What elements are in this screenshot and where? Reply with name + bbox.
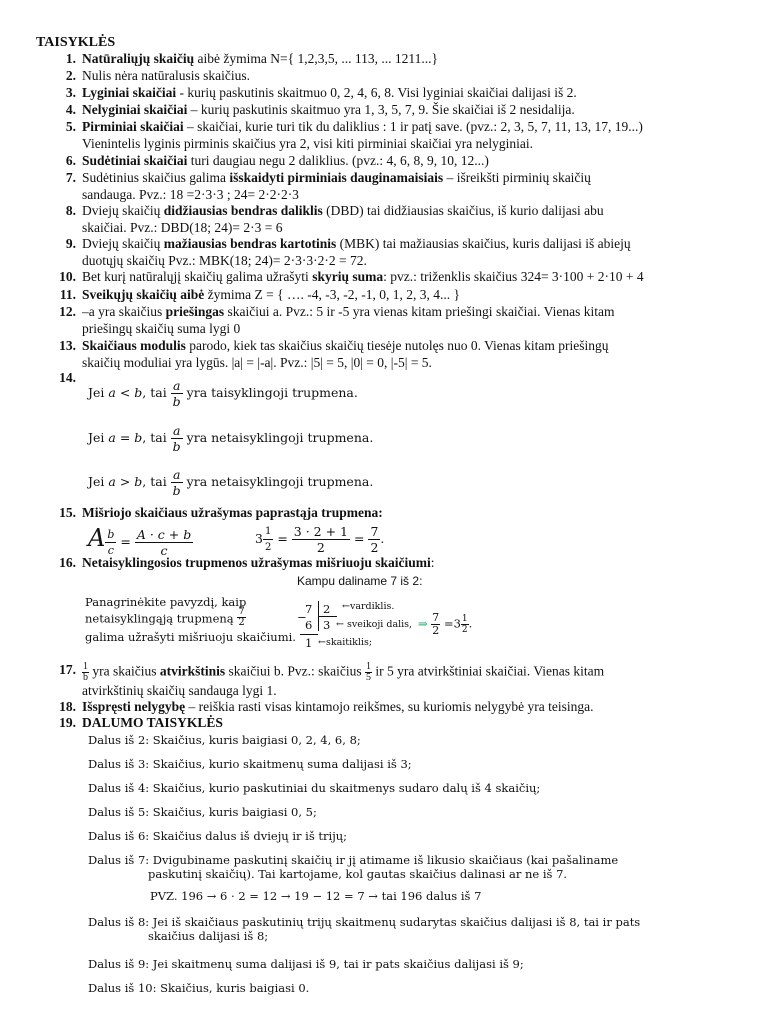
fraction-rule-greater: Jei a > b, tai $\frac{a}{b}$ yra netaisyklingoji trupmena.: [88, 467, 374, 498]
division-underline: [300, 634, 318, 635]
example-box: Panagrinėkite pavyzdį, kaip netaisyklingąją trupmeną $\frac{7}{2}$ galima užrašyti mišriuoju skaičiumi.: [85, 595, 296, 644]
page-title: TAISYKLĖS: [36, 35, 116, 50]
label-numerator: ←skaitiklis;: [318, 637, 373, 648]
divisibility-rule-8: Dalus iš 8: Jei iš skaičiaus paskutinių trijų skaitmenų sudarytas skaičius dalijasi iš 8, tai ir pats skaičius dalijasi iš 8;: [88, 915, 641, 943]
divisibility-rule-6: Dalus iš 6: Skaičius dalus iš dviejų ir iš trijų;: [88, 829, 348, 843]
division-result: ⇒ $\frac{7}{2}$ =3 $\frac{1}{2}$ .: [418, 611, 473, 637]
mixed-number-example: 3 $\frac{1}{2}$ = $\frac{3 \cdot 2 + 1}{2}$ = $\frac{7}{2}$ .: [255, 524, 385, 555]
fraction-rule-less: Jei a < b, tai $\frac{a}{b}$ yra taisyklingoji trupmena.: [88, 378, 358, 409]
divisibility-rule-9: Dalus iš 9: Jei skaitmenų suma dalijasi iš 9, tai ir pats skaičius dalijasi iš 9;: [88, 957, 524, 971]
fraction-rule-equal: Jei a = b, tai $\frac{a}{b}$ yra netaisyklingoji trupmena.: [88, 423, 374, 454]
divisibility-rule-5: Dalus iš 5: Skaičius, kuris baigiasi 0, 5;: [88, 805, 317, 819]
division-subtrahend: 6: [305, 618, 313, 632]
division-bar-horizontal: [319, 616, 337, 617]
divisibility-rule-10: Dalus iš 10: Skaičius, kuris baigiasi 0.: [88, 981, 310, 995]
divisibility-rule-3: Dalus iš 3: Skaičius, kurio skaitmenų suma dalijasi iš 3;: [88, 757, 412, 771]
divisibility-rule-7-example: PVZ. 196 → 6 · 2 = 12 → 19 − 12 = 7 → tai 196 dalus iš 7: [150, 889, 482, 903]
mixed-number-formula: A $\frac{b}{c}$ = $\frac{A \cdot c + b}{c}$: [88, 524, 192, 558]
division-dividend: 7: [305, 602, 313, 616]
division-caption: Kampu daliname 7 iš 2:: [297, 574, 423, 588]
division-minus: −: [297, 610, 307, 624]
label-whole-part: ← sveikoji dalis,: [336, 619, 413, 630]
division-divisor: 2: [323, 602, 331, 616]
document-page: TAISYKLĖS 1. Natūraliųjų skaičių aibė žymima N={ 1,2,3,5, ... 113, ... 1211...} 2. Nulis nėra natūralusis skaičius. 3. Lyginiai skaičiai - kurių paskutinis skaitmuo 0, 2, 4, 6, 8. Visi lyginiai skaičiai dalijasi iš 2. 4. Nelyginiai skaičiai – kurių paskutinis skaitmuo yra 1, 3, 5, 7, 9. Šie skaičiai iš 2 nesidalija. 5. Pirminiai skaičiai – skaičiai, kurie turi tik du daliklius : 1 ir patį save. (pvz.: 2, 3, 5, 7, 11, 13, 17, 19...) Vienintelis lyginis pirminis skaičius yra 2, visi kiti pirminiai skaičiai yra nelyginiai. 6. Sudėtiniai skaičiai turi daugiau negu 2 daliklius. (pvz.: 4, 6, 8, 9, 10, 12...) 7. Sudėtinius skaičius galima išskaidyti pirminiais dauginamaisiais – išreikšti pirminių skaičių sandauga. Pvz.: 18 =2·3·3 ; 24= 2·2·2·3 8. Dviejų skaičių didžiausias bendras daliklis (DBD) tai didžiausias skaičius, iš kurio dalijasi abu skaičiai. Pvz.: DBD(18; 24)= 2·3 = 6 9. Dviejų skaičių mažiausias bendras kartotinis (MBK) tai mažiausias skaičius, kuris dalijasi iš abiejų duotųjų skaičių Pvz.: MBK(18; 24)= 2·3·3·2·2 = 72. 10. Bet kurį natūralųjį skaičių galima užrašyti skyrių suma: pvz.: triženklis skaičius 324= 3·100 + 2·10 + 4 11. Sveikųjų skaičių aibė žymima Z = { …. -4, -3, -2, -1, 0, 1, 2, 3, 4... } 12. –a yra skaičius priešingas skaičiui a. Pvz.: 5 ir -5 yra vienas kitam priešingi skaičiai. Vienas kitam priešingų skaičių suma lygi 0 13. Skaičiaus modulis parodo, kiek tas skaičius skaičių tiesėje nutolęs nuo 0. Vienas kitam priešingų skaičių moduliai yra lygūs. |a| = |-a|. Pvz.: |5| = 5, |0| = 0, |-5| = 5. 14. Jei a < b, tai $\frac{a}{b}$ yra taisyklingoji trupmena. Jei a = b, tai $\frac{a}{b}$ yra netaisyklingoji trupmena. Jei a > b, tai $\frac{a}{b}$ yra netaisyklingoji trupmena. 15. Mišriojo skaičiaus užrašymas paprastąja trupmena: A $\frac{b}{c}$ = $\frac{A \cdot c + b}{c}$ 3 $\frac{1}{2}$ = $\frac{3 \cdot 2 + 1}{2}$ = $\frac{7}{2}$ . 16. Netaisyklingosios trupmenos užrašymas mišriuoju skaičiumi: Kampu daliname 7 iš 2: Panagrinėkite pavyzdį, kaip netaisyklingąją trupmeną $\frac{7}{2}$ galima užrašyti mišriuoju skaičiumi. 7 2 ←vardiklis. − 6 3 ← sveikoji dalis, 1 ←skaitiklis; ⇒ $\frac{7}{2}$ =3 $\frac{1}{2}$ . 17. $\frac{1}{b}$ yra skaičius atvirkštinis skaičiui b. Pvz.: skaičius $\frac{1}{5}$ ir 5 yra atvirkštiniai skaičiai. Vienas kitam atvirkštinių skaičių sandauga lygi 1. 18. Išspręsti nelygybę – reiškia rasti visas kintamojo reikšmes, su kuriomis nelygybė yra teisinga. 19. DALUMO TAISYKLĖS Dalus iš 2: Skaičius, kuris baigiasi 0, 2, 4, 6, 8; Dalus iš 3: Skaičius, kurio skaitmenų suma dalijasi iš 3; Dalus iš 4: Skaičius, kurio paskutiniai du skaitmenys sudaro dalų iš 4 skaičių; Dalus iš 5: Skaičius, kuris baigiasi 0, 5; Dalus iš 6: Skaičius dalus iš dviejų ir iš trijų; Dalus iš 7: Dvigubiname paskutinį skaičių ir jį atimame iš likusio skaičiaus (kai pašaliname paskutinį skaičių). Tai kartojame, kol gautas skaičius dalinasi ar ne iš 7. PVZ. 196 → 6 · 2 = 12 → 19 − 12 = 7 → tai 196 dalus iš 7 Dalus iš 8: Jei iš skaičiaus paskutinių trijų skaitmenų sudarytas skaičius dalijasi iš 8, tai ir pats skaičius dalijasi iš 8; Dalus iš 9: Jei skaitmenų suma dalijasi iš 9, tai ir pats skaičius dalijasi iš 9; Dalus iš 10: Skaičius, kuris baigiasi 0.: [36, 35, 644, 995]
divisibility-rule-4: Dalus iš 4: Skaičius, kurio paskutiniai du skaitmenys sudaro dalų iš 4 skaičių;: [88, 781, 541, 795]
label-divisor: ←vardiklis.: [342, 601, 395, 612]
division-quotient: 3: [323, 618, 331, 632]
divisibility-rule-2: Dalus iš 2: Skaičius, kuris baigiasi 0, 2, 4, 6, 8;: [88, 733, 361, 747]
divisibility-rule-7: Dalus iš 7: Dvigubiname paskutinį skaičių ir jį atimame iš likusio skaičiaus (kai pašaliname paskutinį skaičių). Tai kartojame, kol gautas skaičius dalinasi ar ne iš 7.: [88, 853, 619, 881]
division-remainder: 1: [305, 636, 313, 650]
